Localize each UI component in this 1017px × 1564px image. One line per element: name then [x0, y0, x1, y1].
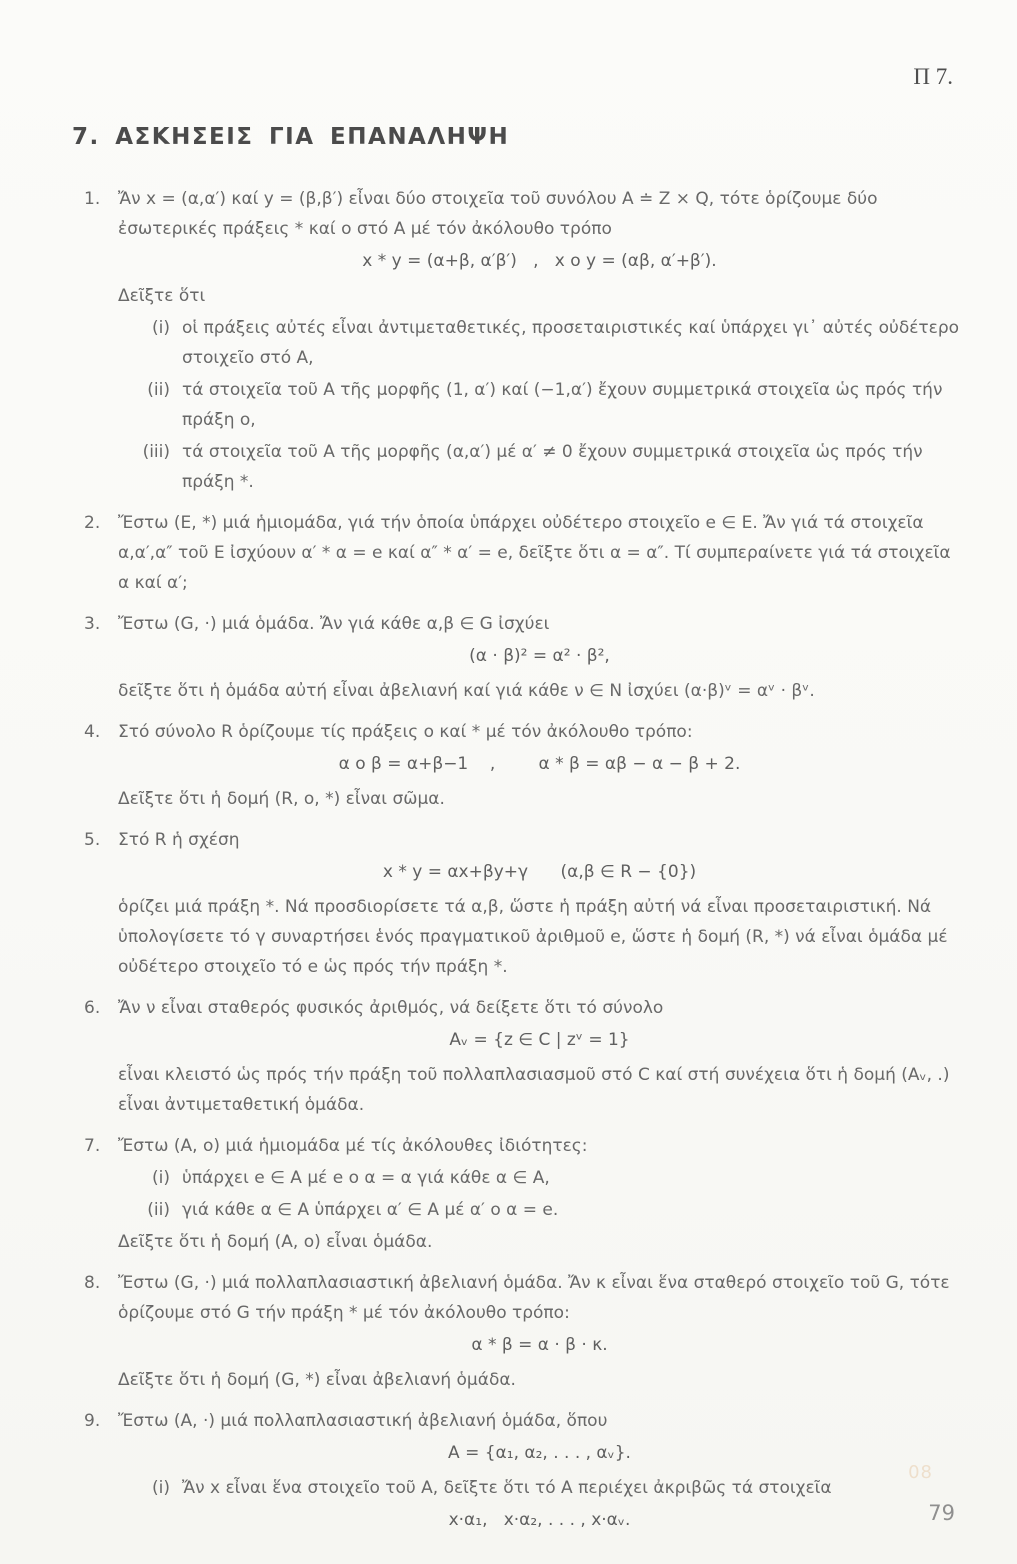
exercise-body — [118, 1131, 961, 1259]
exercise-text: Ἄν x = (α,α′) καί y = (β,β′) εἶναι δύο στοιχεῖα τοῦ συνόλου A ≐ Z × Q, τότε ὁρίζουμε δύο ἐσωτερικές πράξεις * καί ο στό Α μέ τόν ἀκόλουθο τρόπο — [118, 189, 878, 239]
exercise-body — [118, 825, 961, 984]
exercise-body — [118, 1406, 961, 1540]
exercise-body — [118, 609, 961, 708]
exercise-formula: (α · β)² = α² · β², — [469, 646, 610, 666]
sub-item-text: Ἄν x εἶναι ἕνα στοιχεῖο τοῦ Α, δεῖξτε ὅτι τό Α περιέχει ἀκριβῶς τά στοιχεῖα — [182, 1478, 832, 1498]
textbook-page — [0, 64, 1017, 1564]
exercise-formula: x * y = αx+βy+γ (α,β ∈ R − {0}) — [382, 862, 697, 882]
exercise-text: Δεῖξτε ὅτι — [118, 286, 206, 306]
exercise-6 — [84, 993, 961, 1122]
exercise-number: 3. — [84, 614, 101, 634]
exercise-text: Ἔστω (Α, ο) μιά ἡμιομάδα μέ τίς ἀκόλουθες ἰδιότητες: — [118, 1136, 588, 1156]
exercise-text: Ἔστω (Α, ·) μιά πολλαπλασιαστική ἀβελιανή ὁμάδα, ὅπου — [118, 1411, 608, 1431]
exercise-text: δεῖξτε ὅτι ἡ ὁμάδα αὐτή εἶναι ἀβελιανή καί γιά κάθε ν ∈ N ἰσχύει (α·β)ᵛ = αᵛ · βᵛ. — [118, 681, 815, 701]
exercise-8 — [84, 1268, 961, 1397]
exercise-formula: Aᵥ = {z ∈ C | zᵛ = 1} — [449, 1030, 630, 1050]
sub-item-text: γιά κάθε α ∈ A ὑπάρχει α′ ∈ A μέ α′ ο α = e. — [182, 1200, 559, 1220]
exercise-text: Ἔστω (Ε, *) μιά ἡμιομάδα, γιά τήν ὁποία ὑπάρχει οὐδέτερο στοιχεῖο e ∈ E. Ἄν γιά τά στοιχεῖα α,α′,α″ τοῦ Ε ἰσχύουν α′ * α = e καί α″ * α′ = e, δεῖξτε ὅτι α = α″. Τί συμπεραίνετε γιά τά στοιχεῖα α καί α′; — [118, 513, 951, 593]
exercise-number: 2. — [84, 513, 101, 533]
exercise-number: 4. — [84, 722, 101, 742]
exercise-number: 5. — [84, 830, 101, 850]
exercise-formula: α * β = α · β · κ. — [471, 1335, 608, 1355]
exercise-body — [118, 508, 961, 600]
exercise-7 — [84, 1131, 961, 1259]
exercise-text: Ἔστω (G, ·) μιά πολλαπλασιαστική ἀβελιανή ὁμάδα. Ἄν κ εἶναι ἕνα σταθερό στοιχεῖο τοῦ G, τότε ὁρίζουμε στό G τήν πράξη * μέ τόν ἀκόλουθο τρόπο: — [118, 1273, 950, 1323]
exercise-formula: x·α₁, x·α₂, . . . , x·αᵥ. — [448, 1510, 631, 1530]
exercise-2 — [84, 508, 961, 600]
exercise-body — [118, 184, 961, 499]
exercise-3 — [84, 609, 961, 708]
exercise-list — [84, 184, 961, 1540]
sub-item-marker: (i) — [152, 318, 170, 338]
exercise-formula: α ο β = α+β−1 , α * β = αβ − α − β + 2. — [338, 754, 741, 774]
sub-item-text: τά στοιχεῖα τοῦ Α τῆς μορφῆς (1, α′) καί (−1,α′) ἔχουν συμμετρικά στοιχεῖα ὡς πρός τήν πράξη ο, — [182, 380, 943, 430]
sub-item-text: ὑπάρχει e ∈ A μέ e ο α = α γιά κάθε α ∈ A, — [182, 1168, 550, 1188]
exercise-4 — [84, 717, 961, 816]
exercise-text: Δεῖξτε ὅτι ἡ δομή (Α, ο) εἶναι ὁμάδα. — [118, 1232, 433, 1252]
exercise-number: 6. — [84, 998, 101, 1018]
exercise-1 — [84, 184, 961, 499]
sub-item-marker: (ii) — [147, 1200, 170, 1220]
sub-item — [118, 313, 961, 373]
sub-item-text: οἱ πράξεις αὐτές εἶναι ἀντιμεταθετικές, προσεταιριστικές καί ὑπάρχει γι᾽ αὐτές οὐδέτερο στοιχεῖο στό Α, — [182, 318, 960, 368]
exercise-9 — [84, 1406, 961, 1540]
exercise-text: Στό σύνολο R ὁρίζουμε τίς πράξεις ο καί * μέ τόν ἀκόλουθο τρόπο: — [118, 722, 693, 742]
exercise-formula: A = {α₁, α₂, . . . , αᵥ}. — [448, 1443, 631, 1463]
exercise-text: Δεῖξτε ὅτι ἡ δομή (R, ο, *) εἶναι σῶμα. — [118, 789, 445, 809]
sub-item-marker: (i) — [152, 1478, 170, 1498]
sub-item — [118, 1163, 961, 1193]
exercise-body — [118, 993, 961, 1122]
exercise-number: 1. — [84, 189, 101, 209]
sub-item-marker: (i) — [152, 1168, 170, 1188]
faint-stamp: 08 — [908, 1462, 933, 1483]
sub-item — [118, 437, 961, 497]
sub-item — [118, 1473, 961, 1503]
exercise-text: Δεῖξτε ὅτι ἡ δομή (G, *) εἶναι ἀβελιανή ὁμάδα. — [118, 1370, 516, 1390]
exercise-text: Στό R ἡ σχέση — [118, 830, 240, 850]
exercise-text: ὁρίζει μιά πράξη *. Νά προσδιορίσετε τά α,β, ὥστε ἡ πράξη αὐτή νά εἶναι προσεταιριστική. Νά ὑπολογίσετε τό γ συναρτήσει ἑνός πραγματικοῦ ἀριθμοῦ e, ὥστε ἡ δομή (R, *) νά εἶναι ὁμάδα μέ οὐδέτερο στοιχεῖο τό e ὡς πρός τήν πράξη *. — [118, 897, 948, 977]
exercise-number: 7. — [84, 1136, 101, 1156]
sub-item — [118, 1195, 961, 1225]
exercise-number: 8. — [84, 1273, 101, 1293]
sub-item-marker: (iii) — [142, 442, 170, 462]
exercise-formula: x * y = (α+β, α′β′) , x o y = (αβ, α′+β′). — [362, 251, 717, 271]
sub-item — [118, 375, 961, 435]
section-title: 7. ΑΣΚΗΣΕΙΣ ΓΙΑ ΕΠΑΝΑΛΗΨΗ — [72, 124, 510, 150]
exercise-text: εἶναι κλειστό ὡς πρός τήν πράξη τοῦ πολλαπλασιασμοῦ στό C καί στή συνέχεια ὅτι ἡ δομή (Aᵥ, .) εἶναι ἀντιμεταθετική ὁμάδα. — [118, 1065, 950, 1115]
exercise-5 — [84, 825, 961, 984]
exercise-text: Ἔστω (G, ·) μιά ὁμάδα. Ἄν γιά κάθε α,β ∈ G ἰσχύει — [118, 614, 550, 634]
exercise-number: 9. — [84, 1411, 101, 1431]
exercise-text: Ἄν ν εἶναι σταθερός φυσικός ἀριθμός, νά δείξετε ὅτι τό σύνολο — [118, 998, 664, 1018]
exercise-body — [118, 717, 961, 816]
page-number: 79 — [928, 1501, 955, 1525]
exercise-body — [118, 1268, 961, 1397]
chapter-ref: Π 7. — [913, 64, 953, 89]
sub-item-text: τά στοιχεῖα τοῦ Α τῆς μορφῆς (α,α′) μέ α′ ≠ 0 ἔχουν συμμετρικά στοιχεῖα ὡς πρός τήν πράξη *. — [182, 442, 923, 492]
sub-item-marker: (ii) — [147, 380, 170, 400]
